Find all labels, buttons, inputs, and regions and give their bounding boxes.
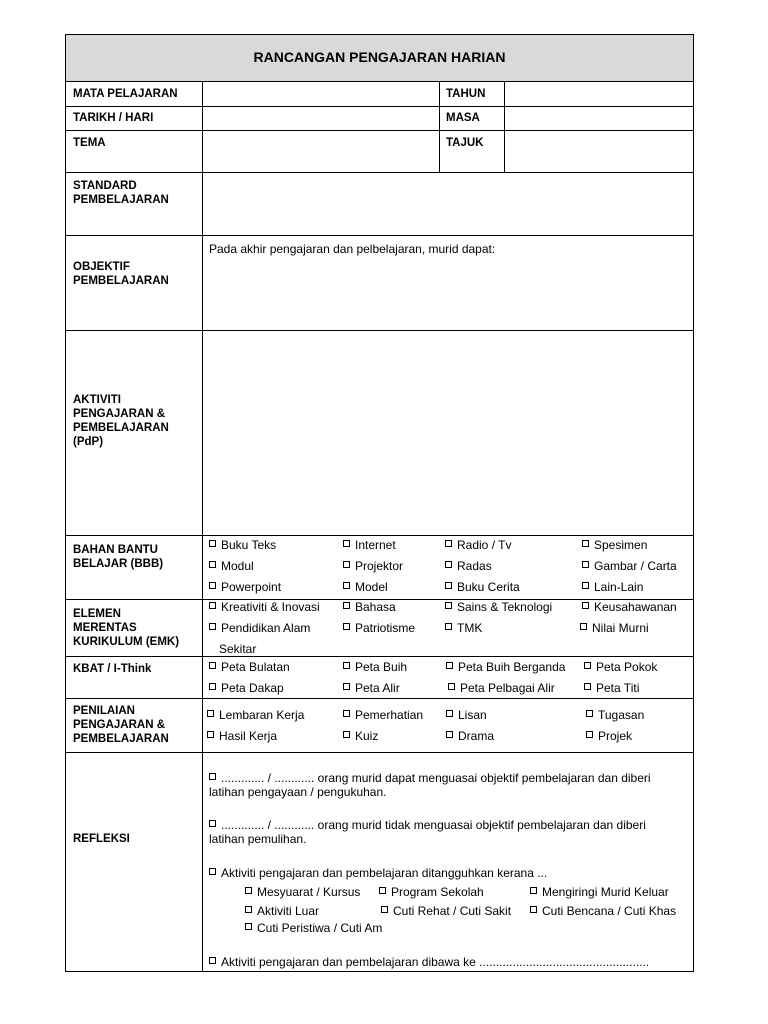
label-refleksi: REFLEKSI (73, 833, 130, 845)
refleksi-reason[interactable]: Mesyuarat / Kursus (245, 885, 360, 899)
kbat-option[interactable]: Peta Alir (343, 681, 400, 695)
emk-option[interactable]: Sains & Teknologi (445, 600, 552, 614)
label-aktiviti-line4: (PdP) (73, 436, 104, 448)
penilaian-option[interactable]: Lisan (446, 708, 487, 722)
kbat-option[interactable]: Peta Buih (343, 660, 407, 674)
checkbox-icon[interactable] (582, 540, 589, 547)
checkbox-icon[interactable] (209, 561, 216, 568)
tahun-field[interactable] (505, 82, 693, 106)
checkbox-icon[interactable] (209, 540, 216, 547)
label-emk-line2: MERENTAS (73, 622, 137, 634)
refleksi-reason[interactable]: Aktiviti Luar (245, 904, 319, 918)
label-standard-line2: PEMBELAJARAN (73, 194, 169, 206)
bbb-option[interactable]: Buku Teks (209, 538, 276, 552)
label-bbb-line2: BELAJAR (BBB) (73, 558, 164, 570)
checkbox-icon[interactable] (343, 582, 350, 589)
emk-option[interactable]: Pendidikan Alam (209, 621, 310, 635)
emk-option[interactable]: Bahasa (343, 600, 396, 614)
emk-option[interactable]: Keusahawanan (582, 600, 677, 614)
checkbox-icon[interactable] (448, 683, 455, 690)
checkbox-icon[interactable] (445, 582, 452, 589)
row-divider (66, 698, 693, 699)
bbb-option[interactable]: Internet (343, 538, 396, 552)
checkbox-icon[interactable] (582, 582, 589, 589)
penilaian-option[interactable]: Drama (446, 729, 494, 743)
tarikh-hari-field[interactable] (203, 107, 439, 130)
refleksi-reason[interactable]: Cuti Rehat / Cuti Sakit (381, 904, 511, 918)
checkbox-icon[interactable] (530, 887, 537, 894)
label-tahun: TAHUN (446, 88, 486, 100)
label-penilaian-line2: PENGAJARAN & (73, 719, 166, 731)
checkbox-icon[interactable] (209, 957, 216, 964)
bbb-option[interactable]: Projektor (343, 559, 403, 573)
checkbox-icon[interactable] (584, 662, 591, 669)
checkbox-icon[interactable] (209, 623, 216, 630)
objektif-text: Pada akhir pengajaran dan pelbelajaran, murid dapat: (209, 242, 496, 256)
checkbox-icon[interactable] (530, 906, 537, 913)
refleksi-line-dibawa[interactable]: Aktiviti pengajaran dan pembelajaran dibawa ke ................................................... (209, 955, 649, 969)
checkbox-icon[interactable] (209, 582, 216, 589)
bbb-option[interactable]: Lain-Lain (582, 580, 643, 594)
checkbox-icon[interactable] (207, 731, 214, 738)
penilaian-option[interactable]: Pemerhatian (343, 708, 423, 722)
checkbox-icon[interactable] (586, 731, 593, 738)
bbb-option[interactable]: Buku Cerita (445, 580, 520, 594)
objektif-field[interactable] (203, 257, 693, 330)
refleksi-line-menguasai[interactable]: ............. / ............ orang murid dapat menguasai objektif pembelajaran dan diberi (209, 771, 651, 785)
label-tema: TEMA (73, 137, 106, 149)
penilaian-option[interactable]: Kuiz (343, 729, 378, 743)
form-title: RANCANGAN PENGAJARAN HARIAN (253, 49, 506, 65)
label-bbb-line1: BAHAN BANTU (73, 544, 158, 556)
checkbox-icon[interactable] (584, 683, 591, 690)
label-aktiviti-line3: PEMBELAJARAN (73, 422, 169, 434)
checkbox-icon[interactable] (580, 623, 587, 630)
refleksi-line-ditangguhkan[interactable]: Aktiviti pengajaran dan pembelajaran ditangguhkan kerana ... (209, 866, 547, 880)
row-divider (66, 752, 693, 753)
kbat-option[interactable]: Peta Titi (584, 681, 639, 695)
checkbox-icon[interactable] (445, 561, 452, 568)
refleksi-line-menguasai-cont: latihan pengayaan / pengukuhan. (209, 785, 387, 799)
tajuk-field[interactable] (505, 131, 693, 172)
checkbox-icon[interactable] (343, 662, 350, 669)
bbb-option[interactable]: Model (343, 580, 388, 594)
label-objektif-line1: OBJEKTIF (73, 261, 130, 273)
label-emk-line1: ELEMEN (73, 608, 121, 620)
checkbox-icon[interactable] (446, 710, 453, 717)
column-divider (439, 81, 440, 172)
checkbox-icon[interactable] (343, 602, 350, 609)
tema-field[interactable] (203, 131, 439, 172)
checkbox-icon[interactable] (207, 710, 214, 717)
checkbox-icon[interactable] (343, 623, 350, 630)
checkbox-icon[interactable] (209, 683, 216, 690)
bbb-option[interactable]: Spesimen (582, 538, 647, 552)
refleksi-reason[interactable]: Program Sekolah (379, 885, 484, 899)
refleksi-reason[interactable]: Mengiringi Murid Keluar (530, 885, 669, 899)
checkbox-icon[interactable] (343, 683, 350, 690)
masa-field[interactable] (505, 107, 693, 130)
checkbox-icon[interactable] (209, 868, 216, 875)
refleksi-reason[interactable]: Cuti Bencana / Cuti Khas (530, 904, 676, 918)
aktiviti-field[interactable] (203, 331, 693, 535)
standard-field[interactable] (203, 173, 693, 235)
label-aktiviti-line2: PENGAJARAN & (73, 408, 166, 420)
checkbox-icon[interactable] (446, 731, 453, 738)
label-emk-line3: KURIKULUM (EMK) (73, 636, 180, 648)
refleksi-line-tidak-menguasai-cont: latihan pemulihan. (209, 832, 307, 846)
checkbox-icon[interactable] (209, 662, 216, 669)
penilaian-option[interactable]: Hasil Kerja (207, 729, 277, 743)
checkbox-icon[interactable] (582, 602, 589, 609)
penilaian-option[interactable]: Tugasan (586, 708, 644, 722)
label-penilaian-line3: PEMBELAJARAN (73, 733, 169, 745)
checkbox-icon[interactable] (245, 887, 252, 894)
bbb-option[interactable]: Modul (209, 559, 254, 573)
label-masa: MASA (446, 112, 480, 124)
label-tarikh-hari: TARIKH / HARI (73, 112, 154, 124)
penilaian-option[interactable]: Lembaran Kerja (207, 708, 304, 722)
checkbox-icon[interactable] (209, 602, 216, 609)
checkbox-icon[interactable] (445, 540, 452, 547)
label-kbat: KBAT / I-Think (73, 663, 152, 675)
bbb-option[interactable]: Gambar / Carta (582, 559, 677, 573)
checkbox-icon[interactable] (586, 710, 593, 717)
row-divider (66, 535, 693, 536)
row-divider (66, 235, 693, 236)
checkbox-icon[interactable] (445, 623, 452, 630)
label-tajuk: TAJUK (446, 137, 484, 149)
kbat-option[interactable]: Peta Pelbagai Alir (448, 681, 555, 695)
refleksi-reason[interactable]: Cuti Peristiwa / Cuti Am (245, 921, 382, 935)
checkbox-icon[interactable] (245, 906, 252, 913)
checkbox-icon[interactable] (245, 923, 252, 930)
checkbox-icon[interactable] (582, 561, 589, 568)
label-aktiviti-line1: AKTIVITI (73, 394, 121, 406)
checkbox-icon[interactable] (381, 906, 388, 913)
checkbox-icon[interactable] (343, 561, 350, 568)
label-mata-pelajaran: MATA PELAJARAN (73, 88, 178, 100)
label-penilaian-line1: PENILAIAN (73, 705, 135, 717)
bbb-option[interactable]: Radio / Tv (445, 538, 511, 552)
lesson-plan-form (65, 34, 694, 972)
checkbox-icon[interactable] (343, 731, 350, 738)
bbb-option[interactable]: Radas (445, 559, 492, 573)
checkbox-icon[interactable] (379, 887, 386, 894)
checkbox-icon[interactable] (209, 773, 216, 780)
emk-option[interactable]: TMK (445, 621, 482, 635)
kbat-option[interactable]: Peta Dakap (209, 681, 284, 695)
emk-option-continuation: Sekitar (219, 642, 257, 656)
kbat-option[interactable]: Peta Buih Berganda (446, 660, 565, 674)
refleksi-line-tidak-menguasai[interactable]: ............. / ............ orang murid tidak menguasai objektif pembelajaran dan diberi (209, 818, 646, 832)
kbat-option[interactable]: Peta Bulatan (209, 660, 290, 674)
emk-option[interactable]: Nilai Murni (580, 621, 649, 635)
emk-option[interactable]: Patriotisme (343, 621, 415, 635)
label-standard-line1: STANDARD (73, 180, 137, 192)
emk-option[interactable]: Kreativiti & Inovasi (209, 600, 320, 614)
label-objektif-line2: PEMBELAJARAN (73, 275, 169, 287)
checkbox-icon[interactable] (343, 710, 350, 717)
penilaian-option[interactable]: Projek (586, 729, 632, 743)
kbat-option[interactable]: Peta Pokok (584, 660, 657, 674)
mata-pelajaran-field[interactable] (203, 82, 439, 106)
checkbox-icon[interactable] (209, 820, 216, 827)
bbb-option[interactable]: Powerpoint (209, 580, 281, 594)
checkbox-icon[interactable] (446, 662, 453, 669)
checkbox-icon[interactable] (445, 602, 452, 609)
row-divider (66, 656, 693, 657)
checkbox-icon[interactable] (343, 540, 350, 547)
